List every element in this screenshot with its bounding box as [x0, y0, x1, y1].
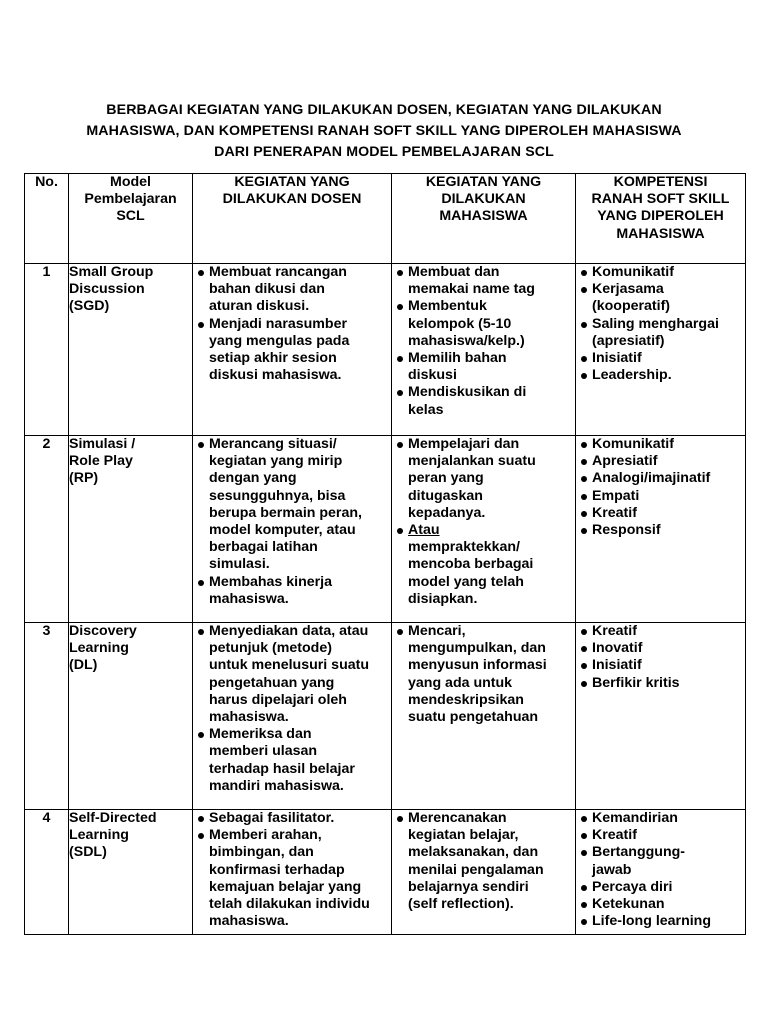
bullet-icon — [397, 816, 403, 822]
list-item-line: diskusi — [408, 367, 457, 384]
kegiatan-dosen-list — [193, 810, 392, 935]
list-item-line: (kooperatif) — [592, 298, 671, 315]
list-item — [193, 436, 389, 574]
bullet-icon — [397, 390, 403, 396]
row-number: 1 — [25, 264, 69, 436]
list-item-line: Saling menghargai — [592, 315, 719, 332]
list-item-line: mahasiswa/kelp.) — [408, 332, 525, 349]
model-name-line: Learning — [69, 640, 129, 657]
bullet-icon — [581, 850, 587, 856]
list-item-line: petunjuk (metode) — [209, 640, 332, 657]
model-name — [69, 436, 193, 623]
bullet-icon — [198, 833, 204, 839]
list-item-line: berbagai latihan — [209, 539, 318, 556]
list-item-line: model komputer, atau — [209, 522, 356, 539]
list-item-line: sesungguhnya, bisa — [209, 487, 346, 504]
list-item-line: mempraktekkan/ — [408, 539, 520, 556]
list-item-line: Atau — [408, 522, 440, 539]
list-item-line: melaksanakan, dan — [408, 844, 539, 861]
list-item-line: Percaya diri — [592, 878, 673, 895]
model-name-line: (SDL) — [69, 844, 107, 861]
kegiatan-mahasiswa-list-items — [392, 623, 575, 726]
table-row — [25, 264, 746, 436]
list-item-line: Life-long learning — [592, 913, 712, 930]
kegiatan-mahasiswa-list — [392, 264, 576, 436]
model-name-line: Simulasi / — [69, 436, 136, 452]
list-item — [392, 436, 573, 522]
list-item-line: menilai pengalaman — [408, 861, 544, 878]
list-item — [576, 657, 743, 674]
bullet-icon — [581, 885, 587, 891]
bullet-icon — [397, 270, 403, 276]
table-row — [25, 623, 746, 810]
list-item-line: memberi ulasan — [209, 743, 318, 760]
model-name — [69, 810, 193, 935]
title-line: MAHASISWA, DAN KOMPETENSI RANAH SOFT SKILL YANG DIPEROLEH MAHASISWA — [86, 123, 682, 139]
list-item — [576, 505, 743, 522]
list-item — [392, 264, 573, 298]
title-line: DARI PENERAPAN MODEL PEMBELAJARAN SCL — [214, 144, 554, 160]
model-name-line: (RP) — [69, 470, 99, 487]
list-item — [193, 827, 389, 930]
bullet-icon — [198, 732, 204, 738]
list-item-line: Membahas kinerja — [209, 573, 333, 590]
list-item-line: Mendiskusikan di — [408, 384, 527, 401]
list-item-line: kemajuan belajar yang — [209, 878, 362, 895]
list-item-line: Leadership. — [592, 367, 672, 384]
list-item-line: simulasi. — [209, 556, 270, 573]
list-item — [576, 316, 743, 350]
kegiatan-mahasiswa-list-items — [392, 264, 575, 419]
list-item-line: setiap akhir sesion — [209, 350, 337, 367]
list-item-line: jawab — [592, 861, 632, 878]
list-item-line: pengetahuan yang — [209, 674, 335, 691]
list-item — [576, 810, 743, 827]
kegiatan-dosen-list — [193, 264, 392, 436]
list-item — [576, 367, 743, 384]
list-item-line: Empati — [592, 487, 640, 504]
kompetensi-list-items — [576, 264, 745, 384]
list-item-line: menyusun informasi — [408, 657, 547, 674]
list-item-line: bimbingan, dan — [209, 844, 314, 861]
kegiatan-dosen-list — [193, 623, 392, 810]
list-item — [576, 350, 743, 367]
list-item — [576, 844, 743, 878]
list-item-line: Merancang situasi/ — [209, 436, 337, 452]
kegiatan-dosen-list-items — [193, 810, 391, 930]
list-item-line: kegiatan yang mirip — [209, 453, 343, 470]
document-title — [40, 100, 728, 163]
list-item-line: mencoba berbagai — [408, 556, 534, 573]
bullet-icon — [581, 681, 587, 687]
header-kompetensi: KOMPETENSI RANAH SOFT SKILL YANG DIPEROLEH MAHASISWA — [576, 174, 746, 264]
list-item-line: Kerjasama — [592, 281, 664, 298]
list-item-line: terhadap hasil belajar — [209, 760, 355, 777]
list-item — [576, 281, 743, 315]
list-item-line: dengan yang — [209, 470, 297, 487]
kompetensi-list — [576, 264, 746, 436]
list-item-line: Kreatif — [592, 827, 637, 844]
list-item — [193, 726, 389, 795]
title-line: BERBAGAI KEGIATAN YANG DILAKUKAN DOSEN, KEGIATAN YANG DILAKUKAN — [106, 102, 662, 118]
list-item — [392, 384, 573, 418]
kompetensi-list — [576, 623, 746, 810]
list-item-line: Kreatif — [592, 504, 637, 521]
kompetensi-list-items — [576, 623, 745, 692]
list-item-line: harus dipelajari oleh — [209, 691, 347, 708]
list-item-line: Menyediakan data, atau — [209, 623, 369, 639]
bullet-icon — [198, 322, 204, 328]
bullet-icon — [581, 629, 587, 635]
list-item-line: berupa bermain peran, — [209, 504, 362, 521]
list-item — [576, 488, 743, 505]
list-item — [576, 453, 743, 470]
list-item-line: suatu pengetahuan — [408, 709, 539, 726]
model-name — [69, 623, 193, 810]
list-item-line: Memeriksa dan — [209, 726, 312, 743]
list-item-line: Membuat rancangan — [209, 264, 347, 280]
table-row — [25, 810, 746, 935]
list-item-line: Kemandirian — [592, 810, 678, 826]
list-item-line: Ketekunan — [592, 896, 665, 913]
list-item-line: mengumpulkan, dan — [408, 640, 546, 657]
list-item-line: Apresiatif — [592, 453, 658, 470]
list-item-line: menjalankan suatu — [408, 453, 536, 470]
table-header-row — [25, 174, 746, 264]
list-item-line: bahan dikusi dan — [209, 281, 325, 298]
bullet-icon — [581, 373, 587, 379]
kegiatan-mahasiswa-list — [392, 436, 576, 623]
model-name — [69, 264, 193, 436]
bullet-icon — [198, 270, 204, 276]
list-item-line: kelompok (5-10 — [408, 315, 512, 332]
header-no: No. — [25, 174, 69, 264]
list-item — [392, 623, 573, 726]
kompetensi-list — [576, 810, 746, 935]
kompetensi-list-items — [576, 810, 745, 930]
model-name-line: Discussion — [69, 281, 145, 298]
list-item-line: Mempelajari dan — [408, 436, 520, 452]
list-item-line: Responsif — [592, 522, 661, 539]
model-name-line: Learning — [69, 827, 129, 844]
list-item — [193, 574, 389, 608]
list-item-line: mahasiswa. — [209, 590, 289, 607]
model-name-line: (SGD) — [69, 298, 110, 315]
kegiatan-mahasiswa-list-items — [392, 810, 575, 913]
kegiatan-mahasiswa-list — [392, 810, 576, 935]
list-item — [576, 470, 743, 487]
list-item-line: yang ada untuk — [408, 674, 513, 691]
row-number: 3 — [25, 623, 69, 810]
bullet-icon — [581, 919, 587, 925]
bullet-icon — [397, 528, 403, 534]
list-item-line: untuk menelusuri suatu — [209, 657, 370, 674]
bullet-icon — [581, 442, 587, 448]
bullet-icon — [198, 629, 204, 635]
list-item — [392, 810, 573, 913]
bullet-icon — [581, 646, 587, 652]
list-item-line: Memilih bahan — [408, 350, 507, 367]
list-item-line: kepadanya. — [408, 504, 486, 521]
list-item-line: Sebagai fasilitator. — [209, 810, 335, 826]
bullet-icon — [581, 833, 587, 839]
model-name-line: Discovery — [69, 623, 137, 639]
list-item-line: Inisiatif — [592, 350, 642, 367]
list-item-line: mahasiswa. — [209, 913, 289, 930]
list-item-line: Inisiatif — [592, 657, 642, 674]
list-item — [576, 896, 743, 913]
list-item-line: Mencari, — [408, 623, 466, 639]
row-number: 4 — [25, 810, 69, 935]
bullet-icon — [198, 816, 204, 822]
list-item-line: diskusi mahasiswa. — [209, 367, 342, 384]
bullet-icon — [581, 663, 587, 669]
list-item — [193, 810, 389, 827]
header-kegiatan-dosen: KEGIATAN YANG DILAKUKAN DOSEN — [193, 174, 392, 264]
kegiatan-dosen-list — [193, 436, 392, 623]
list-item-line: Bertanggung- — [592, 844, 685, 861]
list-item-line: Analogi/imajinatif — [592, 470, 711, 487]
kegiatan-dosen-list-items — [193, 436, 391, 608]
list-item-line: aturan diskusi. — [209, 298, 310, 315]
list-item-line: peran yang — [408, 470, 484, 487]
kompetensi-list-items — [576, 436, 745, 539]
bullet-icon — [397, 442, 403, 448]
list-item — [392, 298, 573, 350]
list-item-line: mandiri mahasiswa. — [209, 777, 344, 794]
list-item-line: Membentuk — [408, 298, 487, 315]
list-item — [576, 623, 743, 640]
list-item-line: (self reflection). — [408, 896, 514, 913]
list-item-line: model yang telah — [408, 573, 524, 590]
bullet-icon — [581, 816, 587, 822]
model-name-line: Role Play — [69, 453, 133, 470]
kompetensi-list — [576, 436, 746, 623]
list-item — [193, 623, 389, 726]
list-item — [576, 913, 743, 930]
list-item-line: belajarnya sendiri — [408, 878, 529, 895]
list-item-line: (apresiatif) — [592, 332, 665, 349]
list-item — [576, 675, 743, 692]
list-item-line: mendeskripsikan — [408, 691, 524, 708]
list-item-line: Komunikatif — [592, 264, 674, 280]
bullet-icon — [581, 476, 587, 482]
bullet-icon — [198, 442, 204, 448]
bullet-icon — [397, 629, 403, 635]
bullet-icon — [581, 287, 587, 293]
list-item — [392, 350, 573, 384]
bullet-icon — [581, 528, 587, 534]
bullet-icon — [581, 494, 587, 500]
list-item — [576, 436, 743, 453]
list-item-line: Kreatif — [592, 623, 637, 639]
list-item-line: kelas — [408, 401, 444, 418]
list-item-line: memakai name tag — [408, 281, 535, 298]
kegiatan-dosen-list-items — [193, 623, 391, 795]
list-item-line: Menjadi narasumber — [209, 315, 347, 332]
list-item — [576, 640, 743, 657]
table-row — [25, 436, 746, 623]
list-item — [576, 879, 743, 896]
list-item — [392, 522, 573, 608]
list-item — [193, 264, 389, 316]
list-item-line: mahasiswa. — [209, 709, 289, 726]
list-item-line: yang mengulas pada — [209, 332, 350, 349]
row-number: 2 — [25, 436, 69, 623]
list-item-line: Komunikatif — [592, 436, 674, 452]
bullet-icon — [581, 511, 587, 517]
list-item-line: kegiatan belajar, — [408, 827, 519, 844]
list-item — [193, 316, 389, 385]
list-item-line: Membuat dan — [408, 264, 500, 280]
model-name-line: Self-Directed — [69, 810, 157, 826]
list-item-line: Merencanakan — [408, 810, 507, 826]
list-item-line: Berfikir kritis — [592, 674, 680, 691]
list-item-line: Inovatif — [592, 640, 643, 657]
list-item-line: ditugaskan — [408, 487, 483, 504]
list-item-line: disiapkan. — [408, 590, 478, 607]
model-name-line: Small Group — [69, 264, 154, 280]
bullet-icon — [581, 902, 587, 908]
list-item-line: Memberi arahan, — [209, 827, 322, 844]
kegiatan-mahasiswa-list-items — [392, 436, 575, 608]
bullet-icon — [581, 459, 587, 465]
kegiatan-mahasiswa-list — [392, 623, 576, 810]
model-name-line: (DL) — [69, 657, 98, 674]
header-model: Model Pembelajaran SCL — [69, 174, 193, 264]
list-item-line: konfirmasi terhadap — [209, 861, 345, 878]
list-item — [576, 522, 743, 539]
list-item — [576, 827, 743, 844]
bullet-icon — [198, 580, 204, 586]
bullet-icon — [581, 356, 587, 362]
list-item-line: telah dilakukan individu — [209, 896, 370, 913]
bullet-icon — [397, 304, 403, 310]
bullet-icon — [581, 322, 587, 328]
bullet-icon — [397, 356, 403, 362]
list-item — [576, 264, 743, 281]
bullet-icon — [581, 270, 587, 276]
header-kegiatan-mahasiswa: KEGIATAN YANG DILAKUKAN MAHASISWA — [392, 174, 576, 264]
scl-table — [24, 173, 746, 935]
kegiatan-dosen-list-items — [193, 264, 391, 384]
